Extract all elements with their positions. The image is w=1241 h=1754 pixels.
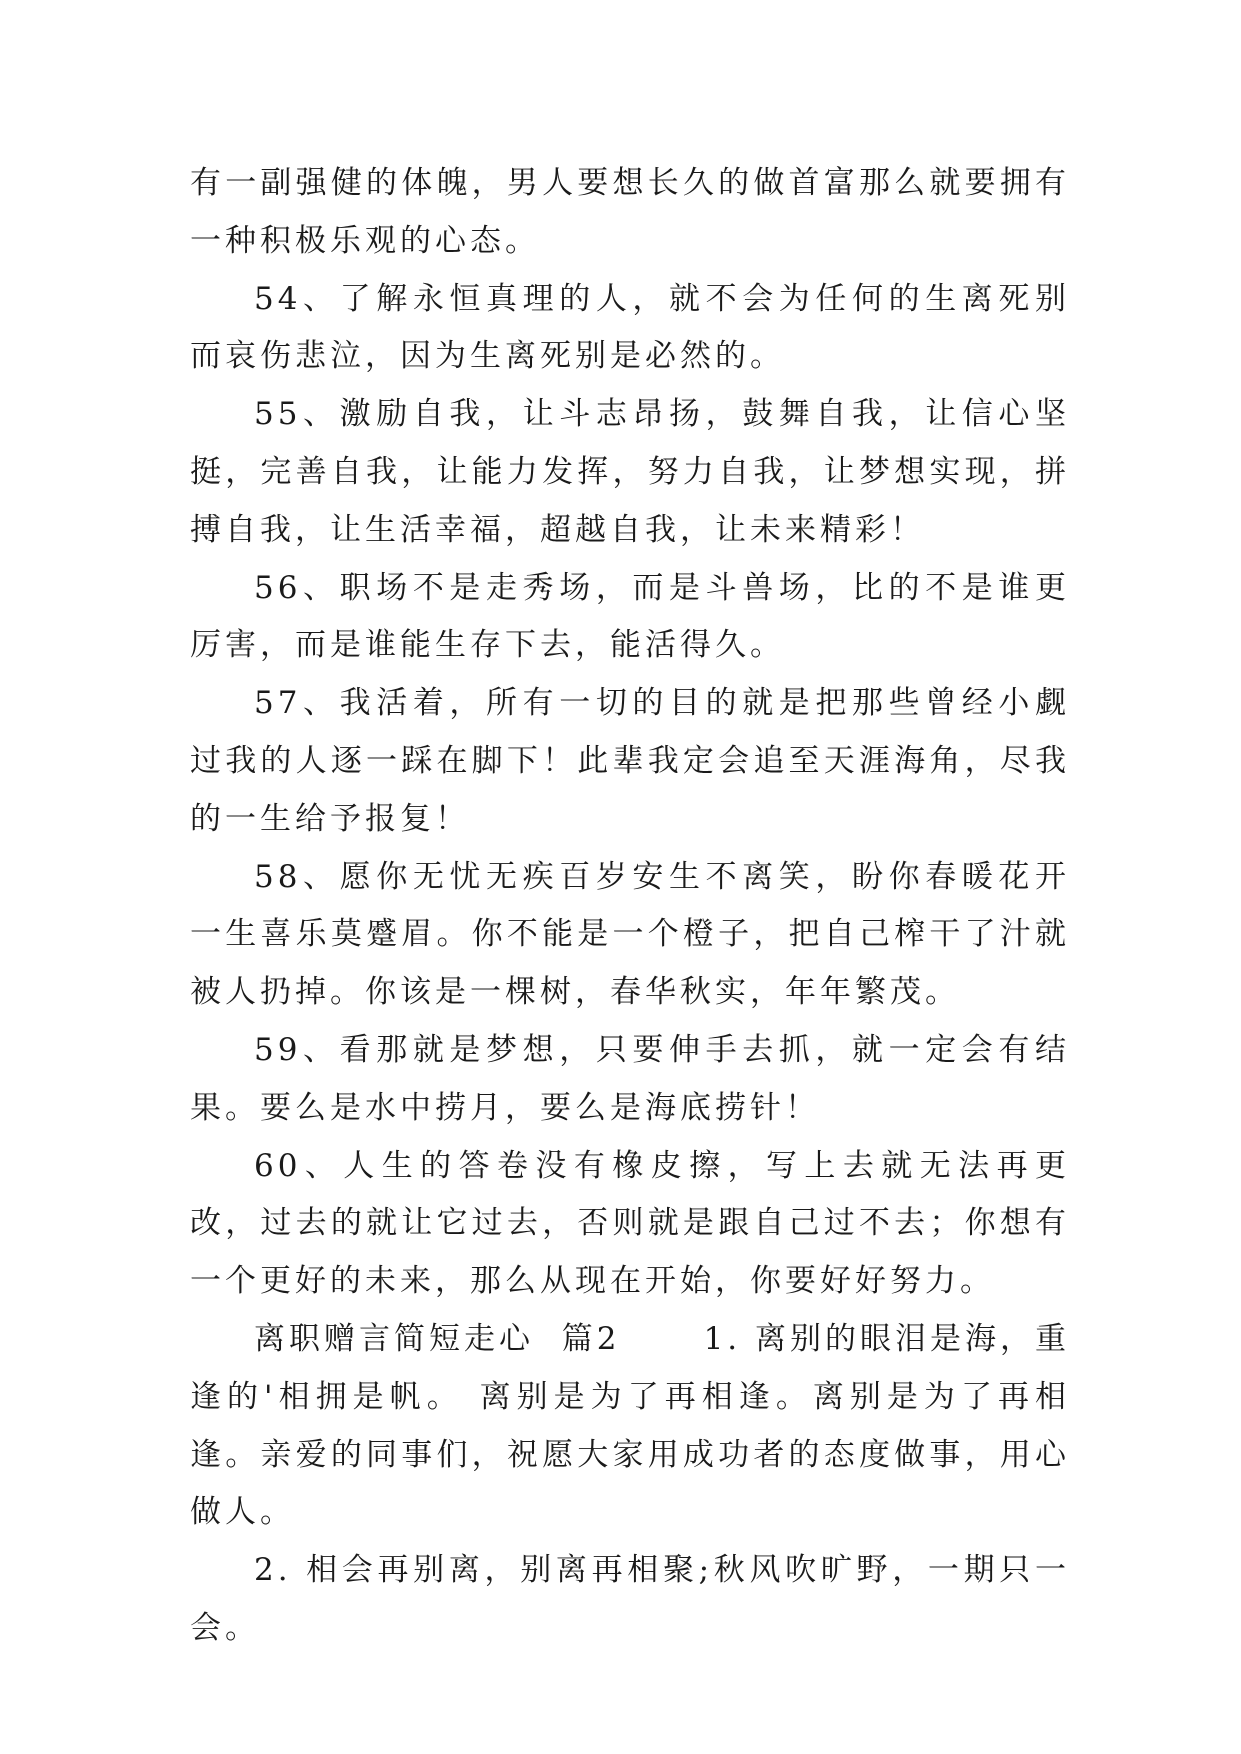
paragraph-57: 57、我活着，所有一切的目的就是把那些曾经小觑过我的人逐一踩在脚下！此辈我定会追至天涯海角，尽我的一生给予报复！ <box>190 685 1070 837</box>
paragraph-55: 55、激励自我，让斗志昂扬，鼓舞自我，让信心坚挺，完善自我，让能力发挥，努力自我，让梦想实现，拼搏自我，让生活幸福，超越自我，让未来精彩！ <box>190 396 1070 548</box>
paragraph-56: 56、职场不是走秀场，而是斗兽场，比的不是谁更厉害，而是谁能生存下去，能活得久。 <box>190 569 1070 664</box>
paragraph-59: 59、看那就是梦想，只要伸手去抓，就一定会有结果。要么是水中捞月，要么是海底捞针！ <box>190 1031 1070 1126</box>
paragraph-60: 60、人生的答卷没有橡皮擦，写上去就无法再更改，过去的就让它过去，否则就是跟自己过不去；你想有一个更好的未来，那么从现在开始，你要好好努力。 <box>190 1147 1070 1300</box>
paragraph-58: 58、愿你无忧无疾百岁安生不离笑，盼你春暖花开一生喜乐莫蹙眉。你不能是一个橙子，把自己榨干了汁就被人扔掉。你该是一棵树，春华秋实，年年繁茂。 <box>190 858 1070 1011</box>
section-heading-paragraph: 离职赠言简短走心 篇2 1. 离别的眼泪是海，重逢的'相拥是帆。 离别是为了再相逢。离别是为了再相逢。亲爱的同事们，祝愿大家用成功者的态度做事，用心做人。 <box>190 1320 1071 1531</box>
paragraph-2: 2. 相会再别离，别离再相聚;秋风吹旷野，一期只一会。 <box>190 1552 1070 1646</box>
document-body <box>190 155 1070 1658</box>
paragraph-54: 54、了解永恒真理的人，就不会为任何的生离死别而哀伤悲泣，因为生离死别是必然的。 <box>190 280 1070 375</box>
paragraph-continuation: 有一副强健的体魄，男人要想长久的做首富那么就要拥有一种积极乐观的心态。 <box>190 165 1070 259</box>
